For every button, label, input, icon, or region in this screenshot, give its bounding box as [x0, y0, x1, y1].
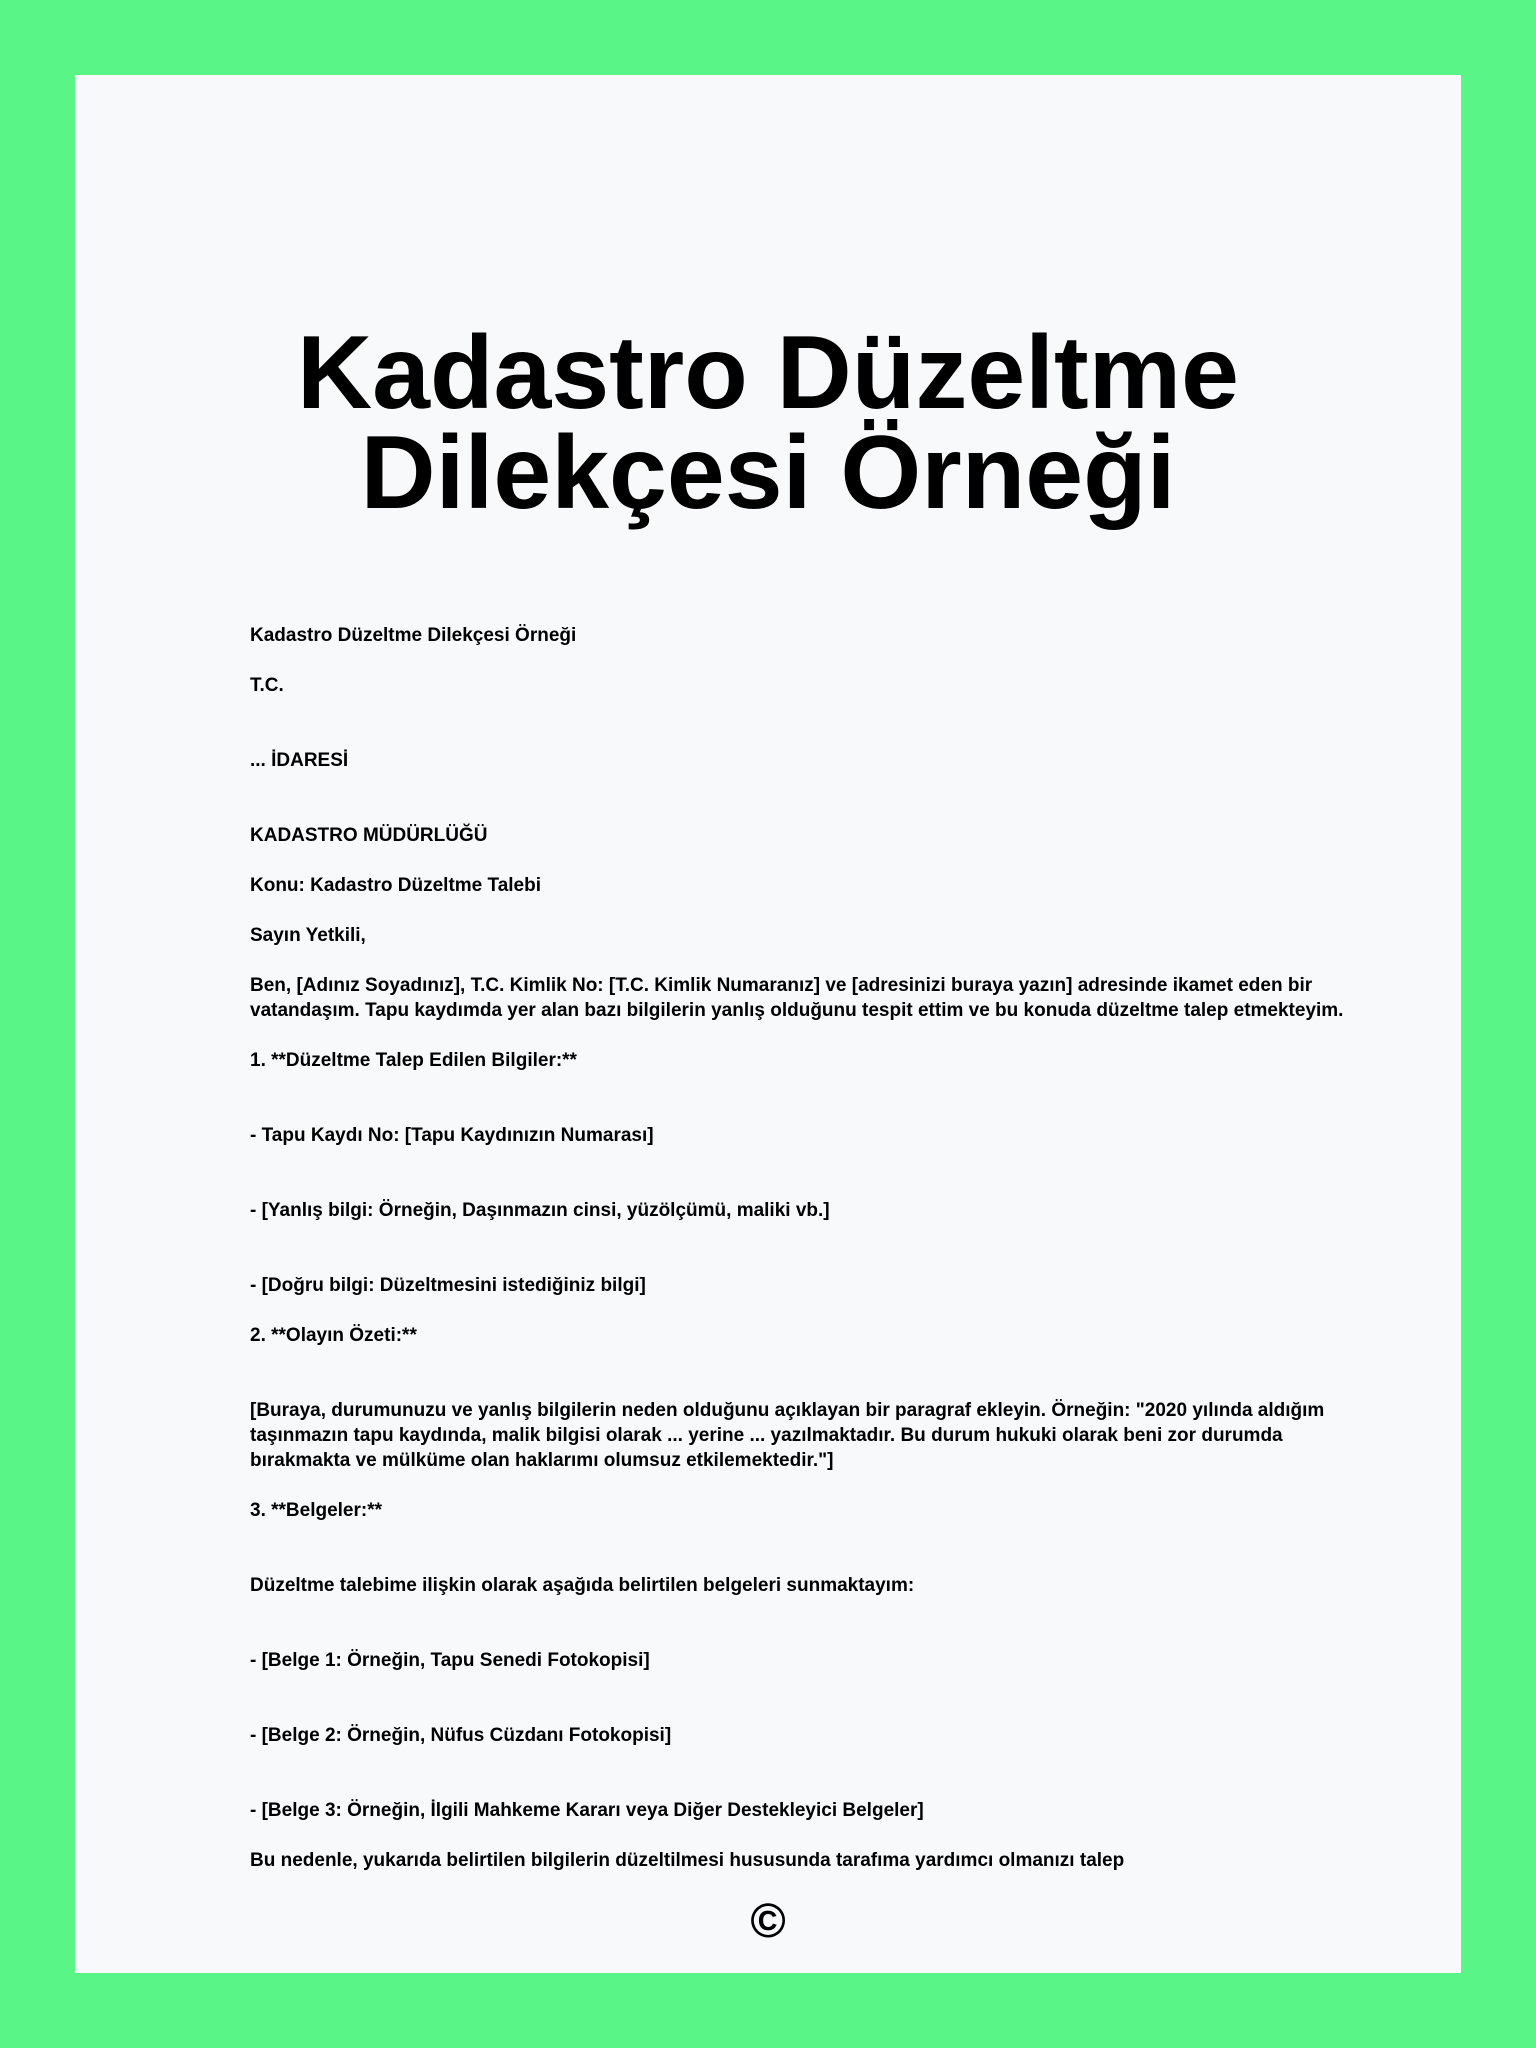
list-item: - [Yanlış bilgi: Örneğin, Daşınmazın cinsi, yüzölçümü, maliki vb.]	[250, 1200, 830, 1221]
section-2-heading: 2. **Olayın Özeti:**	[250, 1325, 417, 1346]
paragraph-intro: Ben, [Adınız Soyadınız], T.C. Kimlik No: [T.C. Kimlik Numaranız] ve [adresinizi buraya yazın] adresinde ikamet eden bir vatandaşım. Tapu kaydımda yer alan bazı bilgilerin yanlış olduğunu tespit ettim ve bu konuda düzeltme talep etmekteyim.	[250, 975, 1344, 1021]
section-3-heading: 3. **Belgeler:**	[250, 1500, 383, 1521]
document-page	[75, 75, 1461, 1973]
line-kadastro-mudurlugu: KADASTRO MÜDÜRLÜĞÜ	[250, 825, 488, 846]
line-konu: Konu: Kadastro Düzeltme Talebi	[250, 875, 542, 896]
list-item: - [Doğru bilgi: Düzeltmesini istediğiniz bilgi]	[250, 1275, 646, 1296]
paragraph-documents: Düzeltme talebime ilişkin olarak aşağıda belirtilen belgeleri sunmaktayım:	[250, 1575, 915, 1596]
list-item: - [Belge 1: Örneğin, Tapu Senedi Fotokopisi]	[250, 1650, 650, 1671]
line-idaresi: ... İDARESİ	[250, 750, 349, 771]
list-item: - [Belge 3: Örneğin, İlgili Mahkeme Kararı veya Diğer Destekleyici Belgeler]	[250, 1800, 924, 1821]
paragraph-closing: Bu nedenle, yukarıda belirtilen bilgilerin düzeltilmesi hususunda tarafıma yardımcı olmanızı talep	[250, 1850, 1125, 1871]
section-1-heading: 1. **Düzeltme Talep Edilen Bilgiler:**	[250, 1050, 577, 1071]
paragraph-summary: [Buraya, durumunuzu ve yanlış bilgilerin neden olduğunu açıklayan bir paragraf ekleyin. Örneğin: "2020 yılında aldığım taşınmazın tapu kaydında, malik bilgisi olarak ... yerine ... yazılmaktadır. Bu durum hukuki olarak beni zor durumda bırakmakta ve mülküme olan haklarımı olumsuz etkilemektedir."]	[250, 1400, 1325, 1471]
list-item: - [Belge 2: Örneğin, Nüfus Cüzdanı Fotokopisi]	[250, 1725, 672, 1746]
line-tc: T.C.	[250, 675, 284, 696]
document-body	[250, 623, 1350, 1873]
list-item: - Tapu Kaydı No: [Tapu Kaydınızın Numarası]	[250, 1125, 654, 1146]
doc-heading: Kadastro Düzeltme Dilekçesi Örneği	[250, 625, 577, 646]
page-title: Kadastro Düzeltme Dilekçesi Örneği	[297, 315, 1239, 531]
line-salutation: Sayın Yetkili,	[250, 925, 366, 946]
copyright-icon: ©	[750, 1895, 786, 1948]
